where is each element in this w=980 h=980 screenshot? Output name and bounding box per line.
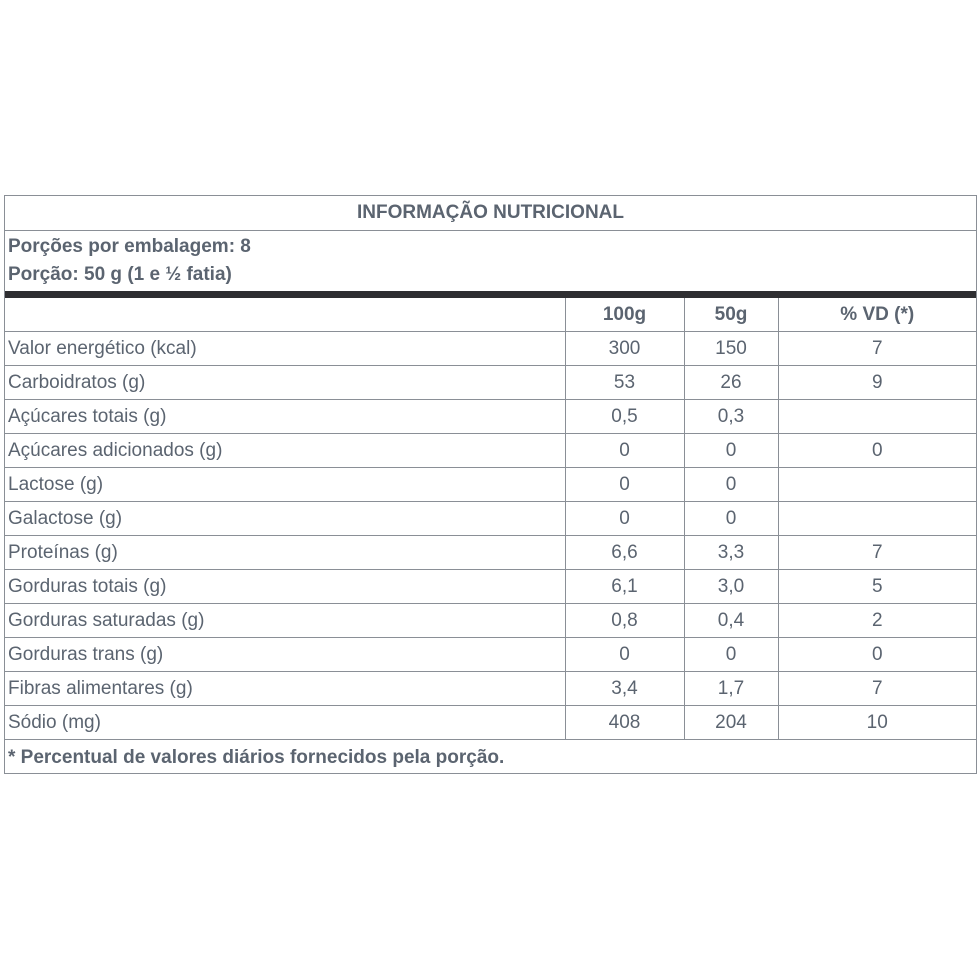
serving-info: [5, 231, 976, 291]
value-daily-percent: 7: [778, 672, 976, 706]
table-row: [5, 570, 976, 604]
table-row: [5, 502, 976, 536]
value-per-100g: 408: [565, 706, 684, 740]
nutrient-label: Carboidratos (g): [5, 366, 565, 400]
value-per-50g: 3,0: [684, 570, 778, 604]
header-row: [5, 298, 976, 332]
value-per-50g: 0: [684, 638, 778, 672]
value-per-100g: 0: [565, 434, 684, 468]
table-row: [5, 604, 976, 638]
value-per-100g: 53: [565, 366, 684, 400]
footnote: * Percentual de valores diários fornecidos pela porção.: [5, 739, 976, 773]
value-per-100g: 0: [565, 468, 684, 502]
value-per-50g: 26: [684, 366, 778, 400]
table-row: [5, 638, 976, 672]
nutrient-label: Fibras alimentares (g): [5, 672, 565, 706]
value-daily-percent: 2: [778, 604, 976, 638]
table-row: [5, 434, 976, 468]
value-per-50g: 0: [684, 502, 778, 536]
value-per-100g: 0,8: [565, 604, 684, 638]
table-row: [5, 400, 976, 434]
nutrient-label: Açúcares adicionados (g): [5, 434, 565, 468]
value-per-50g: 0: [684, 434, 778, 468]
servings-per-package: Porções por embalagem: 8: [8, 236, 251, 257]
value-daily-percent: [778, 400, 976, 434]
value-daily-percent: 7: [778, 332, 976, 366]
value-daily-percent: 5: [778, 570, 976, 604]
nutrition-facts-table: [4, 195, 977, 774]
nutrient-label: Lactose (g): [5, 468, 565, 502]
value-per-100g: 6,1: [565, 570, 684, 604]
table-row: [5, 706, 976, 740]
value-per-100g: 0,5: [565, 400, 684, 434]
value-daily-percent: 7: [778, 536, 976, 570]
header-per-50g: 50g: [684, 298, 778, 332]
value-per-50g: 204: [684, 706, 778, 740]
nutrient-label: Gorduras trans (g): [5, 638, 565, 672]
table-title: INFORMAÇÃO NUTRICIONAL: [5, 196, 976, 231]
header-per-100g: 100g: [565, 298, 684, 332]
header-label-column: [5, 298, 565, 332]
value-daily-percent: [778, 502, 976, 536]
value-daily-percent: [778, 468, 976, 502]
value-daily-percent: 10: [778, 706, 976, 740]
value-per-100g: 3,4: [565, 672, 684, 706]
value-per-100g: 6,6: [565, 536, 684, 570]
table-row: [5, 332, 976, 366]
nutrient-table: [5, 298, 976, 739]
value-per-100g: 0: [565, 502, 684, 536]
header-daily-value: % VD (*): [778, 298, 976, 332]
nutrient-label: Proteínas (g): [5, 536, 565, 570]
table-row: [5, 672, 976, 706]
table-row: [5, 468, 976, 502]
value-per-50g: 150: [684, 332, 778, 366]
serving-size: Porção: 50 g (1 e ½ fatia): [8, 264, 232, 285]
table-row: [5, 366, 976, 400]
value-per-100g: 300: [565, 332, 684, 366]
value-per-50g: 0,3: [684, 400, 778, 434]
nutrient-label: Valor energético (kcal): [5, 332, 565, 366]
value-daily-percent: 0: [778, 638, 976, 672]
nutrient-label: Gorduras saturadas (g): [5, 604, 565, 638]
value-per-50g: 1,7: [684, 672, 778, 706]
value-daily-percent: 9: [778, 366, 976, 400]
thick-divider: [5, 291, 976, 298]
nutrient-label: Gorduras totais (g): [5, 570, 565, 604]
value-per-50g: 0,4: [684, 604, 778, 638]
nutrient-label: Galactose (g): [5, 502, 565, 536]
value-daily-percent: 0: [778, 434, 976, 468]
table-row: [5, 536, 976, 570]
value-per-100g: 0: [565, 638, 684, 672]
nutrient-label: Açúcares totais (g): [5, 400, 565, 434]
value-per-50g: 3,3: [684, 536, 778, 570]
value-per-50g: 0: [684, 468, 778, 502]
nutrient-label: Sódio (mg): [5, 706, 565, 740]
